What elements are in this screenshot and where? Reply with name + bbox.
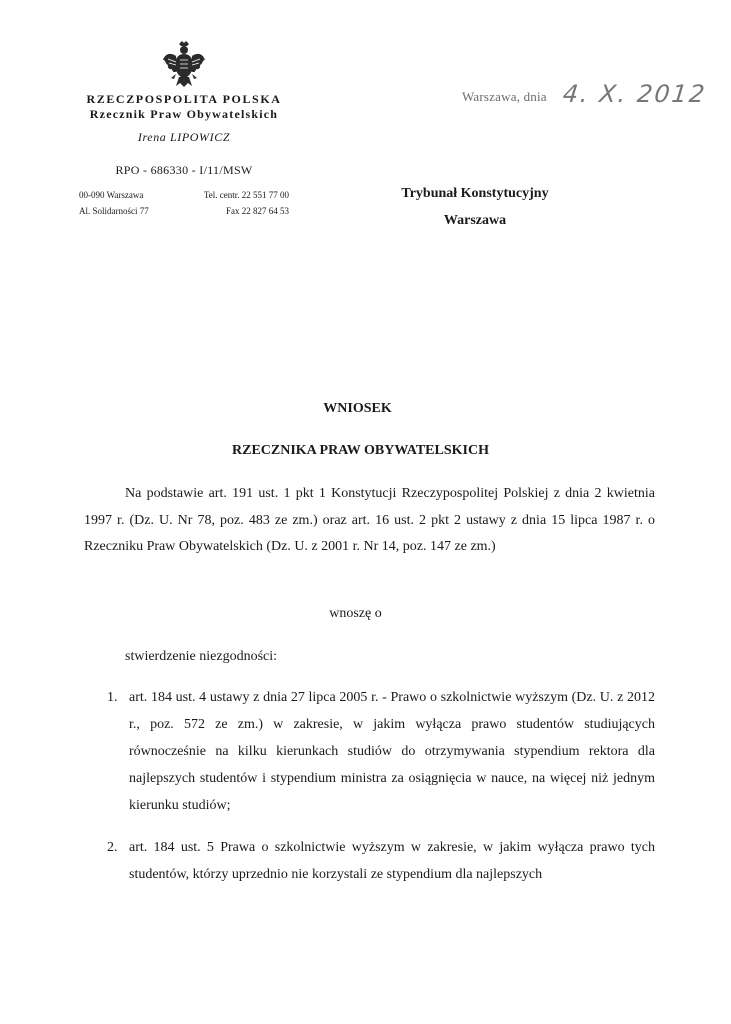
office-address [79,187,149,219]
list-item-text: art. 184 ust. 5 Prawa o szkolnictwie wyższym w zakresie, w jakim wyłącza prawo tych studentów, którzy uprzednio nie korzystali ze stypendium dla najlepszych [129,840,655,882]
date-label: Warszawa, dnia [462,89,547,104]
eagle-emblem-icon [162,40,206,88]
reference-number: RPO - 686330 - I/11/MSW [115,163,253,177]
list-item-number: 2. [107,840,118,855]
list-item [107,834,655,888]
document-subtitle: RZECZNIKA PRAW OBYWATELSKICH [232,443,489,458]
fax-line: Fax 22 827 64 53 [226,206,289,216]
phone-line: Tel. centr. 22 551 77 00 [203,190,289,200]
recipient-city: Warszawa [443,213,507,228]
list-item [107,684,655,819]
office-subtitle: Rzecznik Praw Obywatelskich [89,107,279,121]
finding-line: stwierdzenie niezgodności: [125,649,278,664]
office-contact [190,187,289,219]
person-name: Irena LIPOWICZ [137,130,231,144]
document-title: WNIOSEK [323,401,392,416]
office-name: RZECZPOSPOLITA POLSKA [86,92,282,106]
list-item-number: 1. [107,690,118,705]
list-item-text: art. 184 ust. 4 ustawy z dnia 27 lipca 2005 r. - Prawo o szkolnictwie wyższym (Dz. U. z 2012 r., poz. 572 ze zm.) w zakresie, w jakim wyłącza prawo studentów studiujących równocześnie na kilku kierunkach studiów do otrzymywania stypendium rektora dla najlepszych studentów i stypendium ministra za osiągnięcia w nauce, na więcej niż jednym kierunku studiów; [129,690,655,813]
recipient-name: Trybunał Konstytucyjny [401,186,549,201]
request-line: wnoszę o [329,606,382,621]
address-line: 00-090 Warszawa [79,190,144,200]
handwritten-date: 4. X. 2012 [561,80,708,108]
intro-paragraph: Na podstawie art. 191 ust. 1 pkt 1 Konstytucji Rzeczypospolitej Polskiej z dnia 2 kwietnia 1997 r. (Dz. U. Nr 78, poz. 483 ze zm.) oraz art. 16 ust. 2 pkt 2 ustawy z dnia 15 lipca 1987 r. o Rzeczniku Praw Obywatelskich (Dz. U. z 2001 r. Nr 14, poz. 147 ze zm.) [84,486,655,554]
address-line: Al. Solidarności 77 [79,206,149,216]
